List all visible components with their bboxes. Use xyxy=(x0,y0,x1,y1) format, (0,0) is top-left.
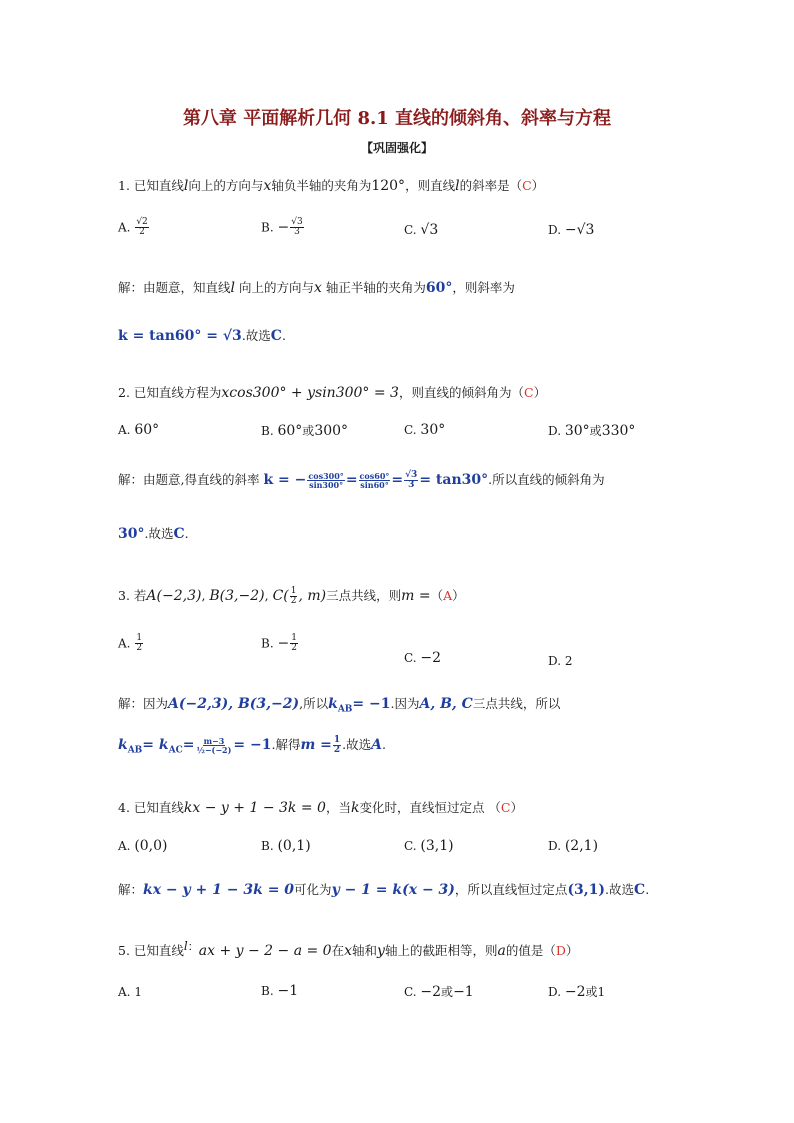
option-d: D. −2或1 xyxy=(548,984,606,1000)
option-d: D. (2,1) xyxy=(548,838,599,854)
option-c: C. (3,1) xyxy=(404,838,454,854)
option-c: C. 30° xyxy=(404,422,446,438)
solution-1-line2: k = tan60° = √3.故选C. xyxy=(118,328,286,344)
solution-1-line1: 解：由题意，知直线l 向上的方向与x 轴正半轴的夹角为60°，则斜率为 xyxy=(118,280,515,296)
question-1-stem: 1. 已知直线l向上的方向与x轴负半轴的夹角为120°，则直线l的斜率是（C） xyxy=(118,178,545,194)
option-c: C. −2 xyxy=(404,650,442,666)
answer-badge: C xyxy=(500,800,511,815)
question-2-stem: 2. 已知直线方程为xcos300° + ysin300° = 3，则直线的倾斜角为（C） xyxy=(118,385,547,401)
option-a: A. 60° xyxy=(118,422,160,438)
option-a: A. $\frac{√2}{2}$ xyxy=(118,217,148,238)
option-d: D. 30°或330° xyxy=(548,423,636,439)
question-5-stem: 5. 已知直线$^{l:}$ax + y − 2 − a = 0在x轴和y轴上的截距相等，则a的值是（D） xyxy=(118,939,579,960)
option-a: A. (0,0) xyxy=(118,838,168,854)
option-c: C. √3 xyxy=(404,222,439,238)
solution-3-line1: 解：因为A(−2,3), B(3,−2),所以$k_{AB}= -1$.因为A, B, C三点共线，所以 xyxy=(118,696,561,715)
option-b: B. 60°或300° xyxy=(261,423,349,439)
solution-2-line1: 解：由题意,得直线的斜率 k = − $\frac{\cos 300^\circ}{\sin 300^\circ}$ = $\frac{\cos 60^\circ}{\sin 60^\circ}$ = $\frac{√3}{3}$ = tan30°.所以直线的倾斜角为 xyxy=(118,469,605,490)
option-a: A. $\frac{1}{2}$ xyxy=(118,633,143,654)
question-4-stem: 4. 已知直线kx − y + 1 − 3k = 0，当k变化时，直线恒过定点 （C） xyxy=(118,800,524,816)
solution-3-line2: $k_{AB}= k_{AC}=$ $\frac{m-3}{\text{½−(−2)}}$ = −1.解得m = $\frac{1}{2}$ .故选A. xyxy=(118,734,386,756)
option-b: B. − $\frac{1}{2}$ xyxy=(261,633,297,654)
option-d: D. 2 xyxy=(548,654,573,668)
option-d: D. −√3 xyxy=(548,222,595,238)
page-title: 第八章 平面解析几何 8.1 直线的倾斜角、斜率与方程 xyxy=(182,108,612,129)
option-b: B. (0,1) xyxy=(261,838,311,854)
question-3-stem: 3. 若A(−2,3), B(3,−2), C( $\frac{1}{2}$ , m)三点共线，则m =（A） xyxy=(118,585,465,606)
option-a: A. 1 xyxy=(118,985,142,999)
answer-badge: C xyxy=(522,178,532,193)
answer-badge: C xyxy=(523,385,534,400)
option-b: B. − $\frac{√3}{3}$ xyxy=(261,217,303,238)
option-c: C. −2或−1 xyxy=(404,984,474,1000)
answer-badge: A xyxy=(443,588,453,603)
option-b: B. −1 xyxy=(261,983,299,999)
solution-4: 解：kx − y + 1 − 3k = 0可化为y − 1 = k(x − 3)，所以直线恒过定点(3,1).故选C. xyxy=(118,882,650,898)
section-subtitle: 【巩固强化】 xyxy=(360,141,433,155)
solution-2-line2: 30°.故选C. xyxy=(118,526,189,542)
answer-badge: D xyxy=(555,943,566,959)
